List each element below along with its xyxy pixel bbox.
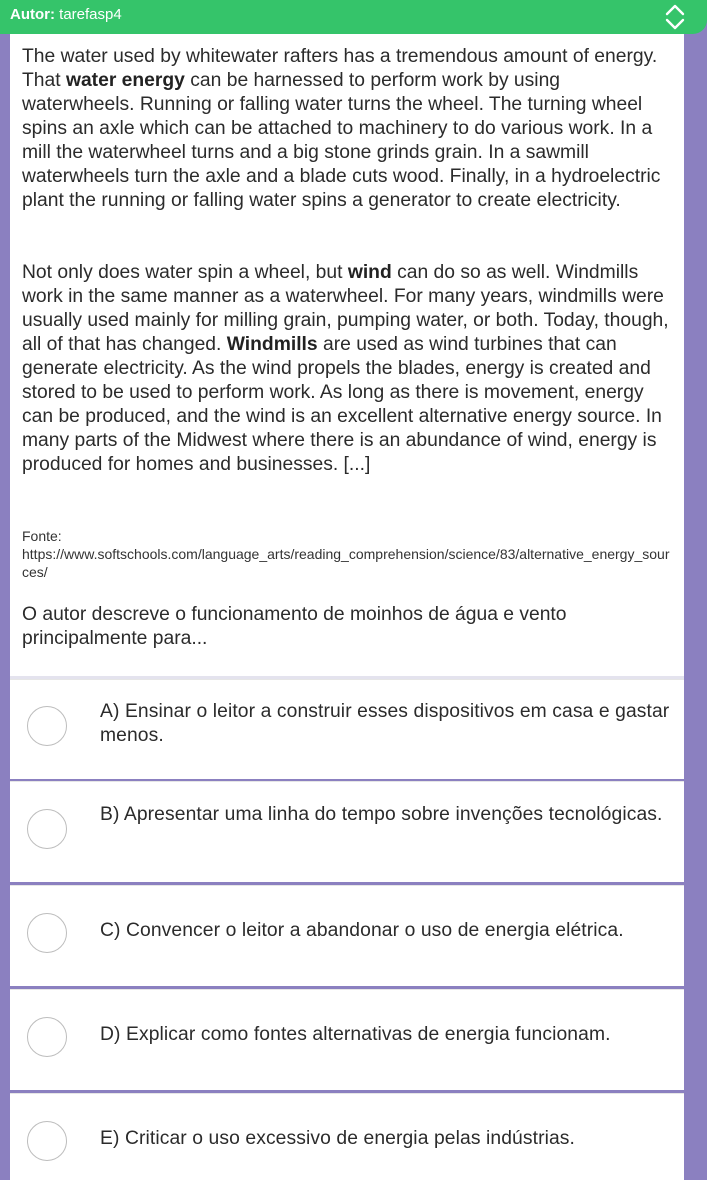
option-a[interactable] (10, 679, 684, 779)
option-e-text: E) Criticar o uso excessivo de energia pelas indústrias. (100, 1128, 575, 1149)
source-label: Fonte: (22, 528, 62, 544)
option-e[interactable] (10, 1093, 684, 1180)
option-b[interactable] (10, 781, 684, 882)
author-name: tarefasp4 (59, 6, 122, 23)
radio-option-c[interactable] (27, 913, 67, 953)
radio-option-b[interactable] (27, 809, 67, 849)
author-line (10, 6, 122, 23)
radio-option-d[interactable] (27, 1017, 67, 1057)
source-citation (22, 527, 672, 581)
option-c-text: C) Convencer o leitor a abandonar o uso de energia elétrica. (100, 920, 624, 941)
chevron-down-icon[interactable] (667, 20, 683, 28)
bold-term-wind: wind (347, 262, 392, 283)
radio-option-a[interactable] (27, 706, 67, 746)
radio-option-e[interactable] (27, 1121, 67, 1161)
author-label: Autor: (10, 6, 55, 23)
bold-term-windmills: Windmills (226, 334, 318, 355)
option-c[interactable] (10, 885, 684, 986)
chevron-up-icon[interactable] (667, 6, 683, 14)
question-text: O autor descreve o funcionamento de moinhos de água e vento principalmente para... (22, 604, 567, 649)
option-d-text: D) Explicar como fontes alternativas de energia funcionam. (100, 1024, 611, 1045)
nav-arrows (662, 1, 688, 33)
bold-term-water-energy: water energy (65, 70, 185, 91)
passage-paragraph-1: The water used by whitewater rafters has a tremendous amount of energy. That water energy can be harnessed to perform work by using waterwheels. Running or falling water turns the wheel. The turning wheel spins an axle which can be attached to machinery to do various work. In a mill the waterwheel turns and a big stone grinds grain. In a sawmill waterwheels turn the axle and a blade cuts wood. Finally, in a hydroelectric plant the running or falling water spins a generator to create electricity. (22, 46, 661, 211)
option-a-text: A) Ensinar o leitor a construir esses dispositivos em casa e gastar menos. (100, 701, 670, 746)
header-bar (0, 0, 707, 34)
option-b-text: B) Apresentar uma linha do tempo sobre invenções tecnológicas. (100, 804, 663, 825)
option-d[interactable] (10, 989, 684, 1090)
source-url: https://www.softschools.com/language_arts/reading_comprehension/science/83/alternative_energy_sources/ (22, 546, 670, 580)
passage-paragraph-2: Not only does water spin a wheel, but wind can do so as well. Windmills work in the same manner as a waterwheel. For many years, windmills were usually used mainly for milling grain, pumping water, or both. Today, though, all of that has changed. Windmills are used as wind turbines that can generate electricity. As the wind propels the blades, energy is created and stored to be used to perform work. As long as there is movement, energy can be produced, and the wind is an excellent alternative energy source. In many parts of the Midwest where there is an abundance of wind, energy is produced for homes and businesses. [...] (22, 262, 669, 475)
